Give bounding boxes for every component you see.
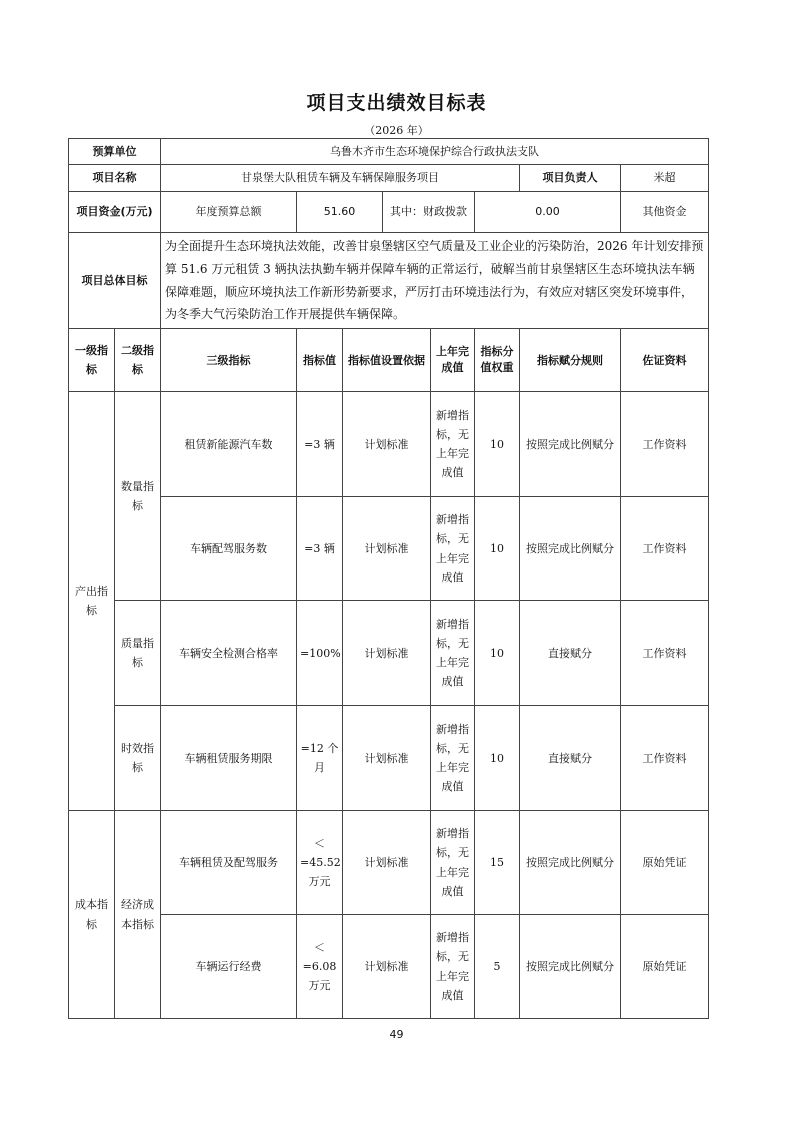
indicator-last-year: 新增指标，无上年完成值: [431, 811, 475, 915]
indicator-evidence: 工作资料: [621, 392, 709, 497]
project-name-value: 甘泉堡大队租赁车辆及车辆保障服务项目: [161, 165, 520, 192]
indicator-basis: 计划标准: [343, 392, 431, 497]
header-basis: 指标值设置依据: [343, 329, 431, 392]
indicator-weight: 10: [475, 497, 520, 601]
header-evidence: 佐证资料: [621, 329, 709, 392]
overall-goal-label: 项目总体目标: [69, 233, 161, 329]
indicator-name: 车辆租赁服务期限: [161, 706, 297, 811]
indicator-value: ＜=45.52 万元: [297, 811, 343, 915]
indicator-basis: 计划标准: [343, 601, 431, 706]
header-level2: 二级指标: [115, 329, 161, 392]
indicator-last-year: 新增指标，无上年完成值: [431, 601, 475, 706]
group-output: 产出指标: [69, 392, 115, 811]
overall-goal-row: [69, 233, 709, 329]
budget-unit-label: 预算单位: [69, 139, 161, 165]
budget-unit-row: [69, 139, 709, 165]
indicator-name: 车辆运行经费: [161, 915, 297, 1019]
indicator-name: 租赁新能源汽车数: [161, 392, 297, 497]
header-value: 指标值: [297, 329, 343, 392]
indicator-value: ＜=6.08 万元: [297, 915, 343, 1019]
indicator-evidence: 原始凭证: [621, 811, 709, 915]
project-leader-value: 米超: [621, 165, 709, 192]
fiscal-label: 其中：财政拨款: [383, 192, 475, 233]
header-level3: 三级指标: [161, 329, 297, 392]
indicator-weight: 15: [475, 811, 520, 915]
indicator-value: =12 个月: [297, 706, 343, 811]
indicator-rule: 直接赋分: [520, 601, 621, 706]
indicator-value: =3 辆: [297, 497, 343, 601]
annual-total-value: 51.60: [297, 192, 383, 233]
indicator-basis: 计划标准: [343, 497, 431, 601]
performance-table: [68, 138, 709, 1019]
indicator-evidence: 工作资料: [621, 706, 709, 811]
indicator-rule: 直接赋分: [520, 706, 621, 811]
table-row: [69, 497, 709, 601]
table-row: [69, 601, 709, 706]
indicator-weight: 10: [475, 706, 520, 811]
indicator-basis: 计划标准: [343, 706, 431, 811]
indicator-header-row: [69, 329, 709, 392]
indicator-name: 车辆租赁及配驾服务: [161, 811, 297, 915]
project-leader-label: 项目负责人: [520, 165, 621, 192]
group-quality: 质量指标: [115, 601, 161, 706]
fiscal-value: 0.00: [475, 192, 621, 233]
table-row: [69, 706, 709, 811]
indicator-weight: 5: [475, 915, 520, 1019]
indicator-last-year: 新增指标，无上年完成值: [431, 706, 475, 811]
header-last-year: 上年完成值: [431, 329, 475, 392]
group-economic: 经济成本指标: [115, 811, 161, 1019]
indicator-evidence: 工作资料: [621, 497, 709, 601]
table-row: [69, 392, 709, 497]
overall-goal-text: 为全面提升生态环境执法效能，改善甘泉堡辖区空气质量及工业企业的污染防治，2026 年计划安排预算 51.6 万元租赁 3 辆执法执勤车辆并保障车辆的正常运行，破解当前甘泉堡辖区生态环境执法车辆保障难题，顺应环境执法工作新形势新要求，严厉打击环境违法行为，有效应对辖区突发环境事件，为冬季大气污染防治工作开展提供车辆保障。: [161, 233, 709, 329]
header-level1: 一级指标: [69, 329, 115, 392]
indicator-basis: 计划标准: [343, 915, 431, 1019]
header-weight: 指标分值权重: [475, 329, 520, 392]
indicator-name: 车辆安全检测合格率: [161, 601, 297, 706]
table-row: [69, 811, 709, 915]
page-number: 49: [389, 1028, 404, 1041]
year-label: （2026 年）: [364, 124, 429, 137]
project-name-row: [69, 165, 709, 192]
indicator-rule: 按照完成比例赋分: [520, 811, 621, 915]
table-row: [69, 915, 709, 1019]
page-title: 项目支出绩效目标表: [306, 92, 487, 114]
project-name-label: 项目名称: [69, 165, 161, 192]
other-funds-label: 其他资金: [621, 192, 709, 233]
project-funds-label: 项目资金(万元): [69, 192, 161, 233]
indicator-evidence: 原始凭证: [621, 915, 709, 1019]
indicator-name: 车辆配驾服务数: [161, 497, 297, 601]
indicator-rule: 按照完成比例赋分: [520, 915, 621, 1019]
indicator-last-year: 新增指标，无上年完成值: [431, 392, 475, 497]
indicator-last-year: 新增指标，无上年完成值: [431, 915, 475, 1019]
indicator-rule: 按照完成比例赋分: [520, 392, 621, 497]
group-timeliness: 时效指标: [115, 706, 161, 811]
project-funds-row: [69, 192, 709, 233]
indicator-value: =100%: [297, 601, 343, 706]
indicator-basis: 计划标准: [343, 811, 431, 915]
indicator-weight: 10: [475, 601, 520, 706]
group-cost: 成本指标: [69, 811, 115, 1019]
group-quantity: 数量指标: [115, 392, 161, 601]
indicator-value: =3 辆: [297, 392, 343, 497]
indicator-evidence: 工作资料: [621, 601, 709, 706]
annual-total-label: 年度预算总额: [161, 192, 297, 233]
indicator-rule: 按照完成比例赋分: [520, 497, 621, 601]
indicator-weight: 10: [475, 392, 520, 497]
budget-unit-value: 乌鲁木齐市生态环境保护综合行政执法支队: [161, 139, 709, 165]
indicator-last-year: 新增指标，无上年完成值: [431, 497, 475, 601]
header-rule: 指标赋分规则: [520, 329, 621, 392]
